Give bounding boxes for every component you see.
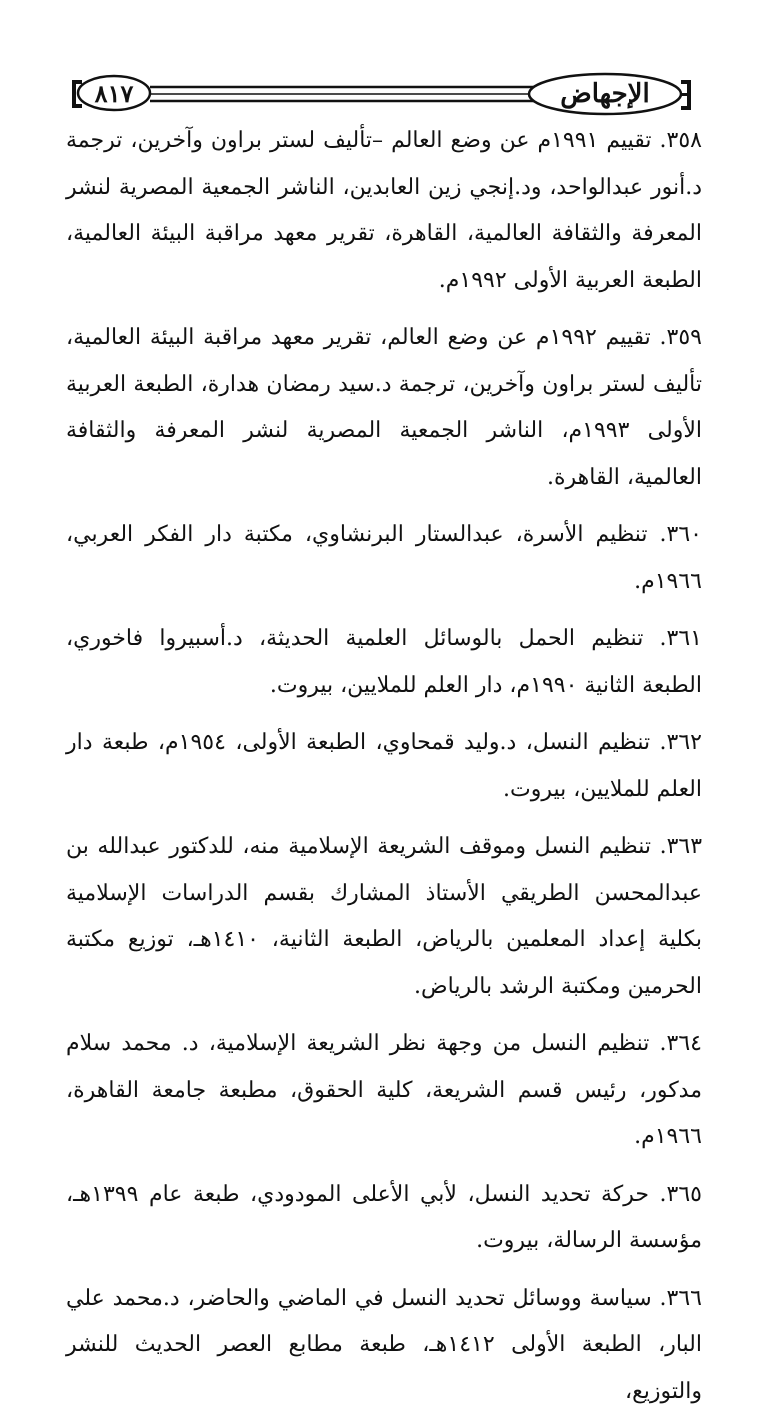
entry-number: ٣٦٤. (659, 1031, 702, 1056)
bibliography-entry (66, 1021, 702, 1161)
entry-number: ٣٦٠. (659, 522, 702, 547)
bibliography-entry (66, 616, 702, 709)
bibliography-entry (66, 1172, 702, 1265)
entry-text: حركة تحديد النسل، لأبي الأعلى المودودي، طبعة عام ١٣٩٩هـ، مؤسسة الرسالة، بيروت. (66, 1181, 702, 1253)
entry-text: تنظيم النسل وموقف الشريعة الإسلامية منه، للدكتور عبدالله بن عبدالمحسن الطريقي الأستاذ المشارك بقسم الدراسات الإسلامية بكلية إعداد المعلمين بالرياض، الطبعة الثانية، ١٤١٠هـ، توزيع مكتبة الحرمين ومكتبة الرشد بالرياض. (66, 834, 702, 999)
page-number: ٨١٧ (94, 78, 134, 108)
entry-number: ٣٦٦. (659, 1285, 702, 1311)
entry-number: ٣٦٥. (659, 1181, 702, 1207)
entry-number: ٣٦١. (659, 626, 702, 651)
entry-text: تنظيم النسل من وجهة نظر الشريعة الإسلامية، د. محمد سلام مدكور، رئيس قسم الشريعة، كلية الحقوق، مطبعة جامعة القاهرة، ١٩٦٦م. (66, 1031, 702, 1149)
entry-text: سياسة ووسائل تحديد النسل في الماضي والحاضر، د.محمد علي البار، الطبعة الأولى ١٤١٢هـ، طبعة مطابع العصر الحديث للنشر والتوزيع، (66, 1285, 702, 1404)
entry-text: تقييم ١٩٩٢م عن وضع العالم، تقرير معهد مراقبة البيئة العالمية، تأليف لستر براون وآخرين، ترجمة د.سيد رمضان هدارة، الطبعة العربية الأولى ١٩٩٣م، الناشر الجمعية المصرية لنشر المعرفة والثقافة العالمية، القاهرة. (66, 325, 702, 490)
entry-text: تنظيم النسل، د.وليد قمحاوي، الطبعة الأولى، ١٩٥٤م، طبعة دار العلم للملايين، بيروت. (66, 730, 702, 802)
chapter-title: الإجهاض (560, 79, 650, 109)
bibliography-entry (66, 1276, 702, 1416)
entry-text: تنظيم الحمل بالوسائل العلمية الحديثة، د.أسبيروا فاخوري، الطبعة الثانية ١٩٩٠م، دار العلم للملايين، بيروت. (66, 626, 702, 698)
bibliography-entry (66, 720, 702, 813)
bibliography-list (66, 118, 702, 1426)
entry-number: ٣٦٢. (659, 730, 702, 755)
entry-number: ٣٥٩. (659, 325, 702, 350)
bibliography-entry (66, 315, 702, 501)
entry-text: تقييم ١٩٩١م عن وضع العالم –تأليف لستر براون وآخرين، ترجمة د.أنور عبدالواحد، ود.إنجي زين العابدين، الناشر الجمعية المصرية لنشر المعرفة والثقافة العالمية، القاهرة، تقرير معهد مراقبة البيئة العالمية، الطبعة العربية الأولى ١٩٩٢م. (66, 128, 702, 293)
bibliography-entry (66, 118, 702, 304)
bibliography-entry (66, 512, 702, 605)
entry-number: ٣٦٣. (659, 834, 703, 859)
entry-text: تنظيم الأسرة، عبدالستار البرنشاوي، مكتبة دار الفكر العربي، ١٩٦٦م. (66, 522, 702, 594)
bibliography-entry (66, 824, 702, 1010)
entry-number: ٣٥٨. (659, 128, 702, 153)
